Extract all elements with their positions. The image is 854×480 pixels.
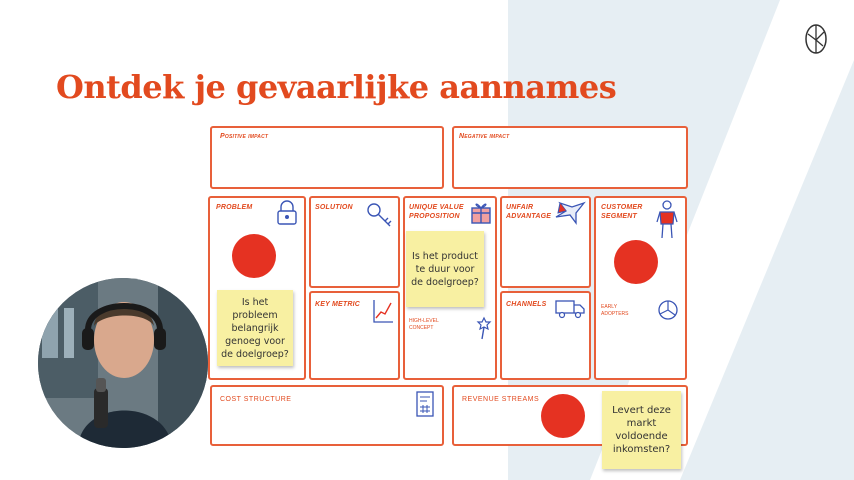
lock-icon xyxy=(276,200,298,226)
revenue-sticky-note: Levert deze markt voldoende inkomsten? xyxy=(602,391,681,469)
truck-icon xyxy=(554,298,586,320)
unfair-advantage-label: UNFAIR ADVANTAGE xyxy=(506,204,552,220)
uvp-label: UNIQUE VALUE PROPOSITION xyxy=(409,204,464,220)
presenter-video xyxy=(38,278,208,448)
key-metric-label: KEY METRIC xyxy=(315,301,361,308)
channels-label: CHANNELS xyxy=(506,301,547,308)
page-title: Ontdek je gevaarlijke aannames xyxy=(56,68,617,106)
high-level-concept-label: HIGH-LEVEL CONCEPT xyxy=(409,318,439,331)
solution-label: SOLUTION xyxy=(315,204,353,211)
revenue-risk-dot xyxy=(541,394,585,438)
revenue-streams-label: REVENUE STREAMS xyxy=(462,396,540,403)
wand-icon xyxy=(472,312,494,340)
chart-icon xyxy=(372,298,394,324)
superhero-icon xyxy=(554,199,588,227)
cost-structure-label: COST STRUCTURE xyxy=(220,396,292,403)
problem-label: PROBLEM xyxy=(216,204,253,211)
positive-impact-label: Positive impact xyxy=(220,133,269,140)
presenter-image xyxy=(38,278,208,448)
logo-icon xyxy=(803,22,829,56)
positive-impact-box[interactable] xyxy=(210,126,444,189)
problem-risk-dot xyxy=(232,234,276,278)
uvp-sticky-note: Is het product te duur voor de doelgroep? xyxy=(406,231,484,307)
pie-icon xyxy=(656,298,680,322)
cost-structure-box[interactable] xyxy=(210,385,444,446)
key-icon xyxy=(366,202,394,228)
early-adopters-label: EARLY ADOPTERS xyxy=(601,304,629,317)
gift-icon xyxy=(470,199,492,225)
negative-impact-label: Negative impact xyxy=(459,133,510,140)
person-icon xyxy=(656,200,678,240)
customer-segment-label: CUSTOMER SEGMENT xyxy=(601,204,643,220)
negative-impact-box[interactable] xyxy=(452,126,688,189)
problem-sticky-note: Is het probleem belangrijk genoeg voor de doelgroep? xyxy=(217,290,293,366)
receipt-icon xyxy=(414,390,436,418)
customer-risk-dot xyxy=(614,240,658,284)
